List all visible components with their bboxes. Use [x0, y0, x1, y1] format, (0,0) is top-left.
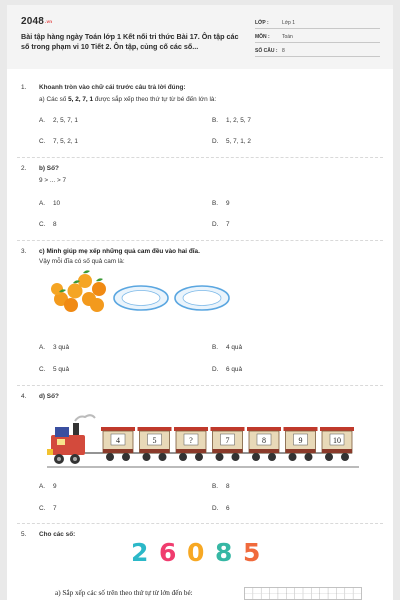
meta-subject-key: MÔN : [255, 34, 270, 40]
worksheet-title: Bài tập hàng ngày Toán lớp 1 Kết nối tri thức Bài 17. Ôn tập các số trong phạm vi 10 Tiết 2. Ôn tập, củng cố các số... [21, 32, 239, 51]
worksheet-page [7, 5, 393, 600]
meta-subject-value: Toán [282, 34, 293, 40]
q1-text [39, 96, 216, 104]
q1-text-pre: a) Các số [39, 96, 69, 103]
q2-option-d[interactable]: D. 7 [212, 221, 230, 228]
divider [17, 385, 383, 386]
meta-class-key: LỚP : [255, 20, 269, 26]
wagon-number: ? [189, 436, 193, 445]
meta-class-value: Lớp 1 [282, 20, 296, 26]
q1-option-c[interactable]: C. 7, 5, 2, 1 [39, 138, 78, 145]
q4-option-c[interactable]: C. 7 [39, 505, 57, 512]
q2-option-a[interactable]: A. 10 [39, 200, 61, 207]
q1-option-d[interactable]: D. 5, 7, 1, 2 [212, 138, 251, 145]
meta-count-value: 8 [282, 48, 285, 54]
q3-number: 3. [21, 248, 27, 255]
wagon-number: 9 [298, 436, 303, 445]
q4-text: d) Số? [39, 393, 59, 400]
wagon-number: 10 [333, 436, 341, 445]
q1-number: 1. [21, 84, 27, 91]
wagon [101, 427, 135, 461]
q5-text: Cho các số: [39, 531, 76, 538]
wagon-number: 5 [152, 436, 157, 445]
worksheet-header [7, 5, 393, 69]
divider [17, 157, 383, 158]
plate-1-icon [113, 285, 169, 311]
q5-sort-instruction: a) Sắp xếp các số trên theo thứ tự từ lớn đến bé: [55, 589, 193, 597]
q1-instruction: Khoanh tròn vào chữ cái trước câu trả lời đúng: [39, 84, 186, 91]
answer-grid[interactable] [244, 587, 362, 600]
wagon [284, 427, 318, 461]
q3-text-line2: Vậy mỗi đĩa có số quả cam là: [39, 258, 125, 265]
divider [17, 523, 383, 524]
digit-6: 6 [159, 538, 177, 567]
q4-option-d[interactable]: D. 6 [212, 505, 230, 512]
meta-count [255, 45, 380, 57]
q1-text-post: được sắp xếp theo thứ tự từ bé đến lớn là: [93, 96, 217, 103]
q2-option-b[interactable]: B. 9 [212, 200, 230, 207]
meta-count-key: SỐ CÂU : [255, 48, 278, 54]
q4-option-b[interactable]: B. 8 [212, 483, 230, 490]
q2-expression: 9 > ... > 7 [39, 177, 67, 184]
q2-number: 2. [21, 165, 27, 172]
q1-text-numbers: 5, 2, 7, 1 [68, 96, 93, 103]
q1-option-b[interactable]: B. 1, 2, 5, 7 [212, 117, 251, 124]
wagon-number: 8 [262, 436, 266, 445]
divider [17, 240, 383, 241]
q3-option-b[interactable]: B. 4 quả [212, 344, 242, 351]
logo-text: 2048 [21, 16, 45, 27]
wagon [174, 427, 208, 461]
q3-option-c[interactable]: C. 5 quả [39, 366, 69, 373]
logo-suffix: .vn [45, 19, 53, 24]
logo [21, 16, 52, 27]
oranges-illustration [47, 271, 117, 316]
q2-text: b) Số? [39, 165, 59, 172]
locomotive-icon [47, 415, 95, 464]
q1-option-a[interactable]: A. 2, 5, 7, 1 [39, 117, 78, 124]
digit-8: 8 [215, 538, 233, 567]
wagon [320, 427, 354, 461]
q3-text [39, 248, 200, 256]
wagon-number: 4 [116, 436, 120, 445]
q3-option-d[interactable]: D. 6 quả [212, 366, 242, 373]
wagons-group [101, 427, 354, 461]
meta-subject [255, 31, 380, 43]
wagon [211, 427, 245, 461]
wagon-number: 7 [225, 436, 230, 445]
q5-number: 5. [21, 531, 27, 538]
wagon [138, 427, 172, 461]
plate-2-icon [174, 285, 230, 311]
digit-5: 5 [243, 538, 261, 567]
digit-2: 2 [131, 538, 149, 567]
q4-option-a[interactable]: A. 9 [39, 483, 57, 490]
q3-text-line1: c) Minh giúp mẹ xếp những quả cam đều vào hai đĩa. [39, 248, 200, 255]
q4-number: 4. [21, 393, 27, 400]
orange-icon [51, 270, 106, 312]
train-illustration [47, 413, 359, 471]
wagon [247, 427, 281, 461]
meta-class [255, 17, 380, 29]
q3-option-a[interactable]: A. 3 quả [39, 344, 69, 351]
q2-option-c[interactable]: C. 8 [39, 221, 57, 228]
digit-0: 0 [187, 538, 205, 567]
